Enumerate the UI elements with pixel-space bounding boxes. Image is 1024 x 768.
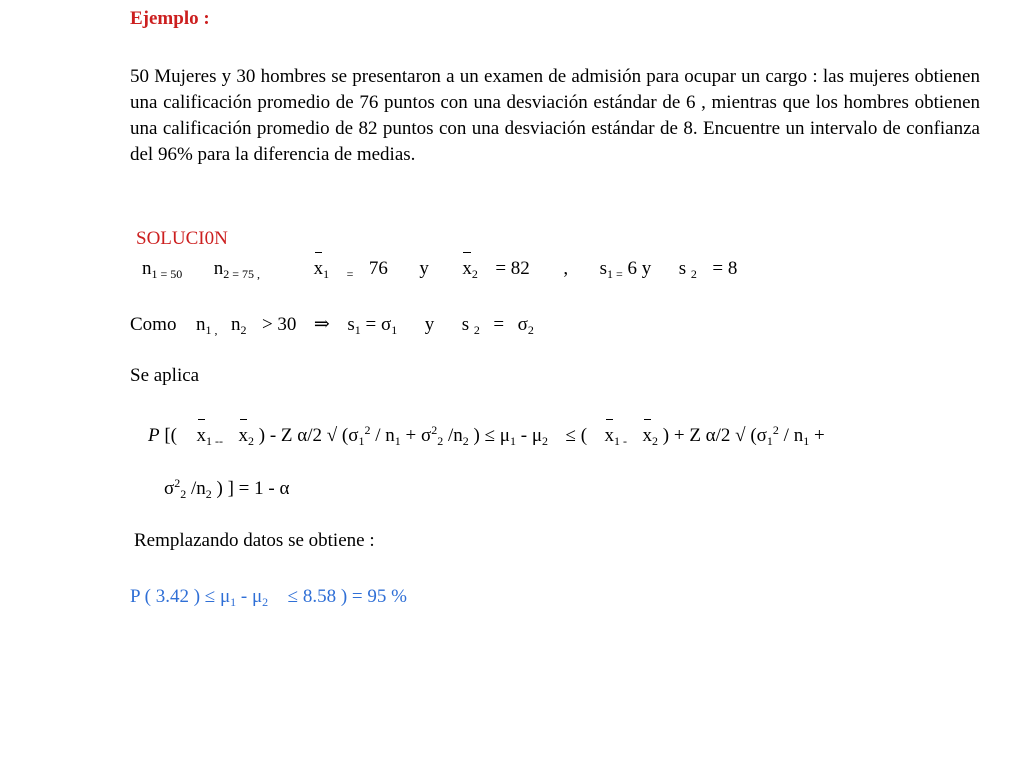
formula2-part2: ) ] = 1 - α bbox=[216, 478, 290, 499]
formula-part1: ) - Z α/2 √ (σ bbox=[258, 425, 359, 446]
formula-open-bracket: [( bbox=[164, 425, 178, 446]
formula-x3-subscript: 1 - bbox=[614, 434, 628, 448]
confidence-interval-formula-cont bbox=[164, 476, 289, 502]
formula-x1-subscript: 1 -- bbox=[206, 434, 224, 448]
s2-symbol-2: s bbox=[461, 314, 470, 335]
formula-s3-superscript: 2 bbox=[772, 423, 779, 437]
result-open: P ( 3.42 ) ≤ μ bbox=[130, 586, 231, 607]
n1-subscript-2: 1 , bbox=[205, 323, 218, 337]
formula-n3-subscript: 1 bbox=[803, 434, 810, 448]
formula-x4-subscript: 2 bbox=[652, 434, 659, 448]
formula-s1-subscript: 1 bbox=[358, 434, 365, 448]
result-mu1-subscript: 1 bbox=[230, 595, 237, 609]
formula-s1-superscript: 2 bbox=[364, 423, 371, 437]
solution-label: SOLUCI0N bbox=[136, 228, 228, 249]
formula-part6: - μ bbox=[520, 425, 543, 446]
result-line bbox=[130, 586, 407, 610]
formula-part8: ) + Z α/2 √ (σ bbox=[662, 425, 767, 446]
formula-part2: / n bbox=[375, 425, 395, 446]
formula2-sigma-superscript: 2 bbox=[174, 476, 181, 490]
probability-symbol: P bbox=[148, 425, 160, 446]
implies-arrow: ⇒ bbox=[313, 314, 330, 335]
formula-n1-subscript: 1 bbox=[394, 434, 401, 448]
x2-subscript: 2 bbox=[471, 267, 478, 281]
n2-symbol-2: n bbox=[230, 314, 241, 335]
s1-subscript: 1 = bbox=[606, 267, 623, 281]
x2-bar-symbol: x bbox=[462, 258, 472, 279]
x1-subscript: 1 bbox=[323, 267, 330, 281]
formula2-part1: /n bbox=[191, 478, 206, 499]
formula-mu1-subscript: 1 bbox=[510, 434, 516, 448]
sigma2-subscript: 2 bbox=[527, 323, 534, 337]
formula-x4-bar: x bbox=[642, 425, 653, 446]
and-word-2: y bbox=[424, 314, 435, 335]
n1-symbol: n bbox=[142, 258, 152, 279]
given-data-line bbox=[142, 258, 737, 282]
equals-1: = bbox=[365, 314, 377, 335]
n1-symbol-2: n bbox=[195, 314, 206, 335]
formula2-n-subscript: 2 bbox=[205, 487, 212, 501]
sigma2-symbol: σ bbox=[517, 314, 528, 335]
formula-part5: ) ≤ μ bbox=[473, 425, 510, 446]
n1-value: 1 = 50 bbox=[151, 267, 183, 281]
se-aplica-label: Se aplica bbox=[130, 365, 200, 386]
formula-mu2-subscript: 2 bbox=[542, 434, 549, 448]
formula-part10: + bbox=[813, 425, 825, 446]
confidence-interval-formula bbox=[148, 423, 825, 449]
example-title: Ejemplo : bbox=[130, 8, 210, 29]
formula-part4: /n bbox=[448, 425, 463, 446]
como-word: Como bbox=[130, 314, 177, 335]
n2-value: 2 = 75 , bbox=[223, 267, 261, 281]
x2-value: = 82 bbox=[495, 258, 530, 279]
n2-symbol: n bbox=[213, 258, 224, 279]
formula-part9: / n bbox=[783, 425, 804, 446]
sigma1-subscript: 1 bbox=[391, 323, 398, 337]
formula-part7: ≤ ( bbox=[565, 425, 588, 446]
formula2-sigma: σ bbox=[164, 478, 175, 499]
x1-bar-symbol: x bbox=[313, 258, 324, 279]
separator-comma: , bbox=[563, 258, 569, 279]
formula-s2-superscript: 2 bbox=[431, 423, 438, 437]
and-word: y bbox=[419, 258, 429, 279]
condition-line bbox=[130, 313, 534, 338]
n2-subscript-2: 2 bbox=[240, 323, 247, 337]
x1-value: 76 bbox=[368, 258, 388, 279]
result-close: ≤ 8.58 ) = 95 % bbox=[287, 586, 407, 607]
formula2-sigma-subscript: 2 bbox=[180, 487, 187, 501]
s2-subscript: 2 bbox=[690, 267, 697, 281]
x1-equals: = bbox=[346, 267, 354, 281]
s2-subscript-2: 2 bbox=[473, 323, 480, 337]
formula-s3-subscript: 1 bbox=[766, 434, 773, 448]
formula-x2-subscript: 2 bbox=[248, 434, 255, 448]
formula-n2-subscript: 2 bbox=[462, 434, 469, 448]
s1-subscript-2: 1 bbox=[354, 323, 361, 337]
problem-statement: 50 Mujeres y 30 hombres se presentaron a un examen de admisión para ocupar un cargo : las mujeres obtienen una calificación promedio de 76 puntos con una desviación estándar de 6 , mientras que los hombres obtienen una calificación promedio de 82 puntos con una desviación estándar de 8. Encuentre un intervalo de confianza del 96% para la diferencia de medias. bbox=[130, 66, 980, 165]
result-mu2-subscript: 2 bbox=[262, 595, 269, 609]
equals-2: = bbox=[493, 314, 505, 335]
result-mid: - μ bbox=[240, 586, 263, 607]
s2-value: = 8 bbox=[712, 258, 738, 279]
s1-value: 6 y bbox=[627, 258, 652, 279]
remplazando-label: Remplazando datos se obtiene : bbox=[134, 530, 375, 551]
formula-x2-bar: x bbox=[238, 425, 249, 446]
greater-than-30: > 30 bbox=[261, 314, 297, 335]
s1-symbol: s bbox=[599, 258, 607, 279]
s2-symbol: s bbox=[678, 258, 687, 279]
sigma1-symbol: σ bbox=[380, 314, 392, 335]
formula-x1-bar: x bbox=[196, 425, 207, 446]
formula-part3: + σ bbox=[405, 425, 432, 446]
formula-x3-bar: x bbox=[604, 425, 615, 446]
formula-s2-subscript: 2 bbox=[437, 434, 444, 448]
s1-symbol-2: s bbox=[347, 314, 355, 335]
